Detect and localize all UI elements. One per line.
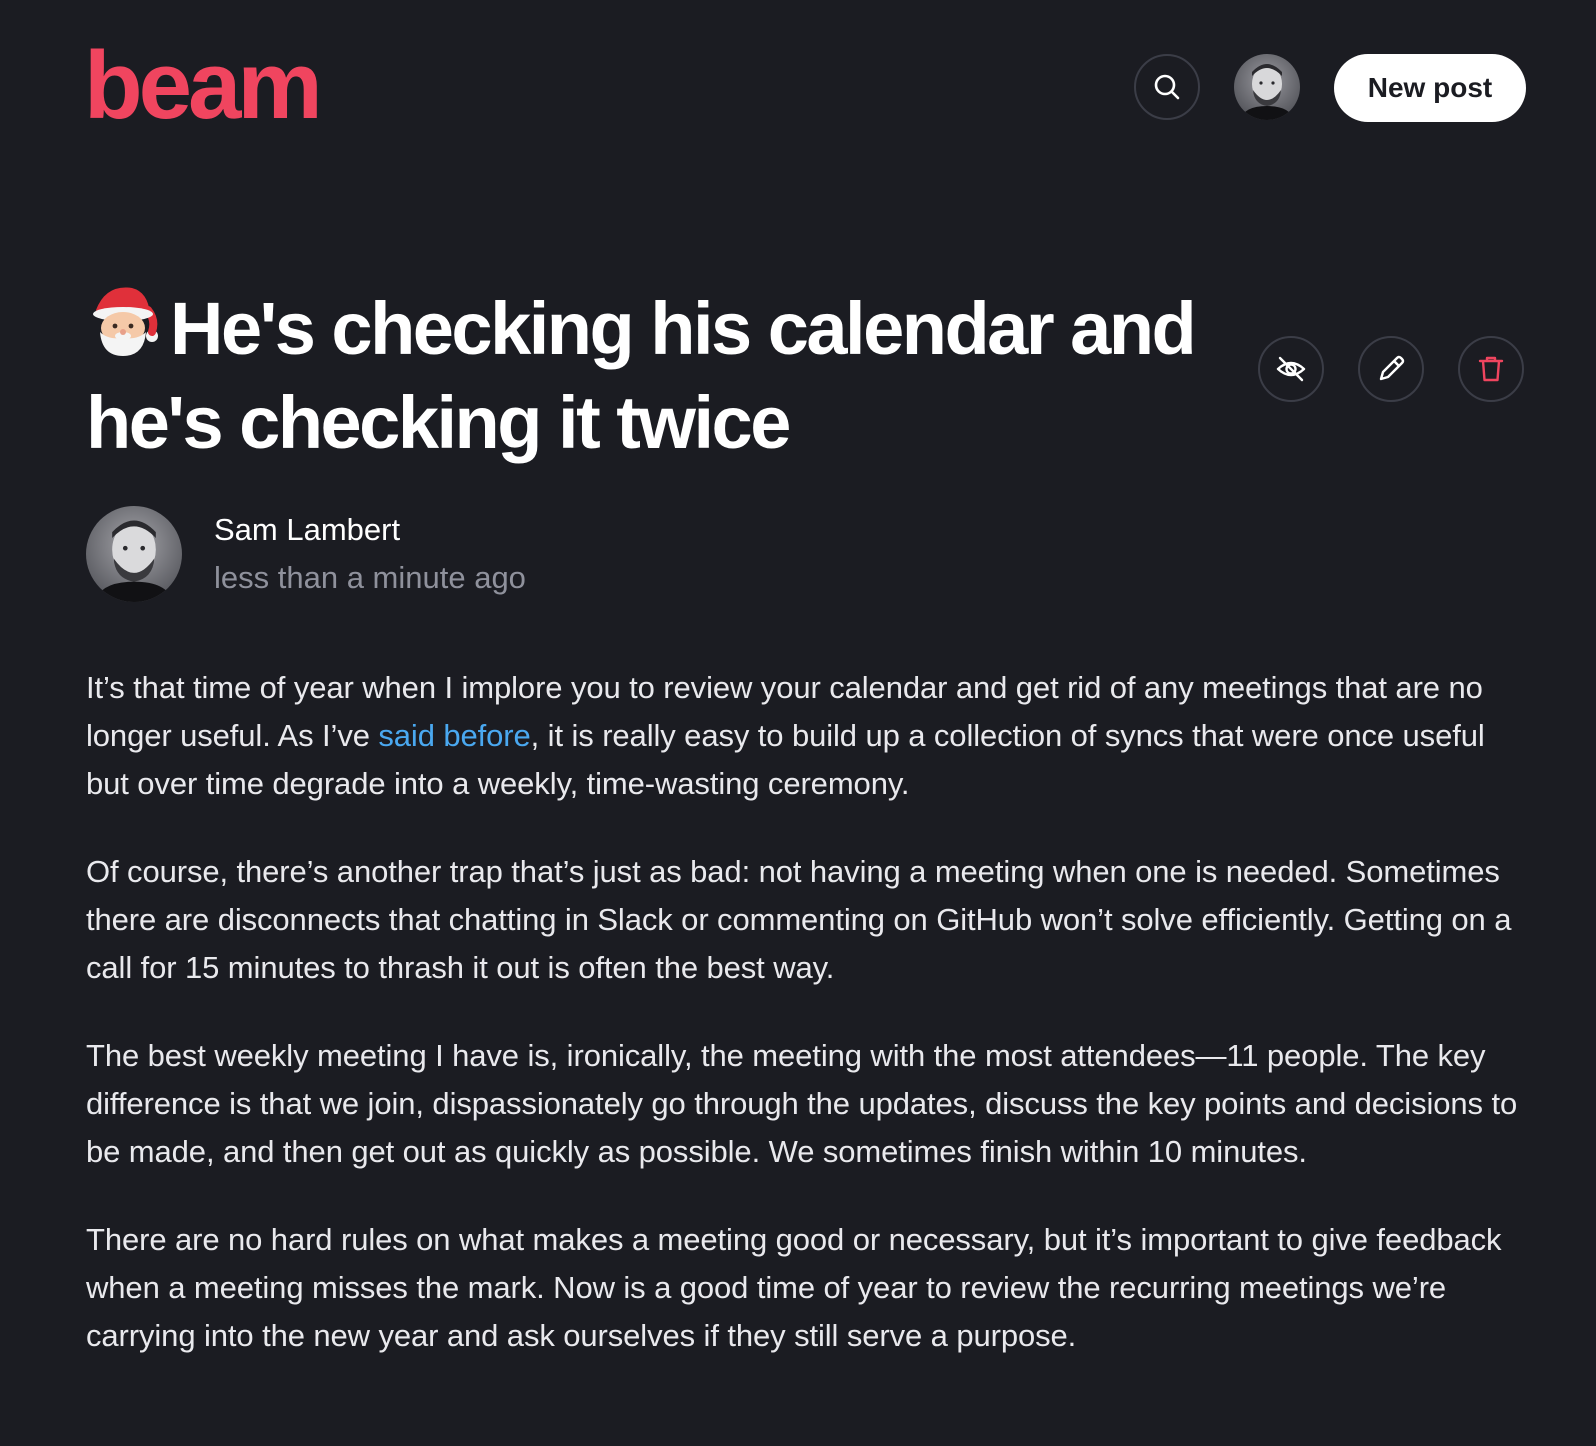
avatar — [1234, 54, 1300, 120]
post-title — [86, 280, 1246, 468]
eye-off-icon — [1275, 353, 1307, 385]
post-title-container — [86, 280, 1246, 468]
delete-post-button[interactable] — [1458, 336, 1524, 402]
edit-post-button[interactable] — [1358, 336, 1424, 402]
site-header — [0, 0, 1596, 180]
search-icon — [1152, 72, 1182, 102]
paragraph-1 — [86, 664, 1526, 808]
said-before-link[interactable]: said before — [378, 718, 531, 753]
avatar — [86, 506, 182, 602]
post-body — [86, 664, 1526, 1400]
new-post-button[interactable]: New post — [1334, 54, 1526, 122]
pencil-icon — [1375, 353, 1407, 385]
post-title-text: He's checking his calendar and he's checking it twice — [86, 287, 1195, 464]
hide-post-button[interactable] — [1258, 336, 1324, 402]
user-avatar-button[interactable] — [1234, 54, 1300, 120]
beam-logo[interactable] — [84, 40, 324, 130]
paragraph-3: The best weekly meeting I have is, ironically, the meeting with the most attendees—11 people. The key difference is that we join, dispassionately go through the updates, discuss the key points and decisions to be made, and then get out as quickly as possible. We sometimes finish within 10 minutes. — [86, 1038, 1518, 1169]
paragraph-1-text-after: , it is really easy to build up a collection of syncs that were once useful but over time degrade into a weekly, time-wasting ceremony. — [86, 718, 1485, 801]
trash-icon — [1475, 353, 1507, 385]
paragraph-4: There are no hard rules on what makes a meeting good or necessary, but it’s important to give feedback when a meeting misses the mark. Now is a good time of year to review the recurring meetings we’re carrying into the new year and ask ourselves if they still serve a purpose. — [86, 1222, 1502, 1353]
paragraph-1-text-before: It’s that time of year when I implore you to review your calendar and get rid of any meetings that are no longer useful. As I’ve — [86, 670, 1483, 753]
logo-text: beam — [84, 40, 319, 130]
paragraph-2: Of course, there’s another trap that’s just as bad: not having a meeting when one is needed. Sometimes there are disconnects that chatting in Slack or commenting on GitHub won’t solve efficiently. Getting on a call for 15 minutes to thrash it out is often the best way. — [86, 854, 1512, 985]
post-timestamp: less than a minute ago — [214, 560, 526, 595]
author-name[interactable]: Sam Lambert — [214, 512, 401, 547]
author-avatar[interactable] — [86, 506, 182, 602]
search-button[interactable] — [1134, 54, 1200, 120]
santa-emoji-icon — [86, 280, 160, 378]
